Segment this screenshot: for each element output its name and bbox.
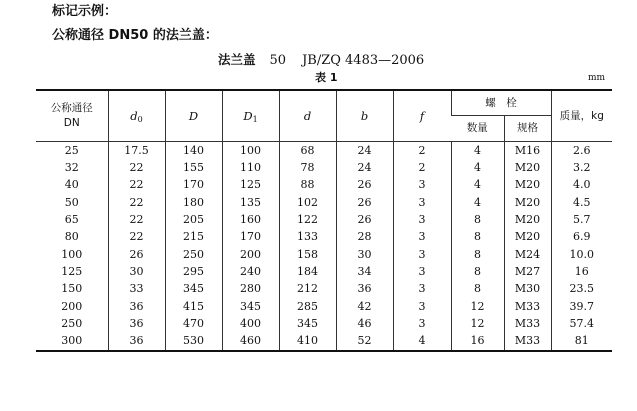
cell-d: 345 bbox=[279, 315, 336, 332]
cell-d: 68 bbox=[279, 142, 336, 160]
header-dn: 公称通径 DN bbox=[36, 90, 108, 142]
cell-dn: 250 bbox=[61, 317, 83, 331]
header-bolt-qty: 数量 bbox=[451, 116, 504, 142]
header-D1: D1 bbox=[222, 90, 279, 142]
cell-mass: 23.5 bbox=[551, 281, 612, 298]
cell-bolt-spec: M16 bbox=[504, 142, 551, 160]
cell-b: 46 bbox=[336, 315, 393, 332]
unit-label: mm bbox=[588, 73, 606, 83]
cell-mass: 3.2 bbox=[551, 159, 612, 176]
cell-f: 3 bbox=[393, 194, 451, 211]
header-b: b bbox=[336, 90, 393, 142]
table-row bbox=[36, 315, 612, 332]
table-row bbox=[36, 333, 612, 351]
cell-bolt-spec: M24 bbox=[504, 246, 551, 263]
table-caption: 表 1 bbox=[315, 71, 338, 84]
marking-name: 法兰盖 bbox=[218, 52, 256, 67]
cell-D1: 125 bbox=[222, 177, 279, 194]
cell-bolt-qty: 8 bbox=[451, 211, 504, 228]
cell-D1: 135 bbox=[222, 194, 279, 211]
cell-D1: 400 bbox=[222, 315, 279, 332]
cell-f: 2 bbox=[393, 159, 451, 176]
cell-d: 184 bbox=[279, 263, 336, 280]
cell-dn: 100 bbox=[61, 247, 83, 261]
table-row bbox=[36, 263, 612, 280]
cell-D: 295 bbox=[165, 263, 222, 280]
cell-mass: 39.7 bbox=[551, 298, 612, 315]
cell-d: 285 bbox=[279, 298, 336, 315]
cell-D1: 345 bbox=[222, 298, 279, 315]
cell-bolt-qty: 12 bbox=[451, 315, 504, 332]
cell-D: 345 bbox=[165, 281, 222, 298]
cell-bolt-qty: 12 bbox=[451, 298, 504, 315]
cell-bolt-spec: M27 bbox=[504, 263, 551, 280]
marking-example bbox=[218, 50, 424, 68]
cell-D: 170 bbox=[165, 177, 222, 194]
header-d: d bbox=[279, 90, 336, 142]
cell-d: 212 bbox=[279, 281, 336, 298]
cell-f: 3 bbox=[393, 298, 451, 315]
cell-D: 250 bbox=[165, 246, 222, 263]
cell-d0: 36 bbox=[108, 315, 165, 332]
cell-D1: 240 bbox=[222, 263, 279, 280]
cell-D: 530 bbox=[165, 333, 222, 351]
cell-bolt-qty: 8 bbox=[451, 281, 504, 298]
cell-d: 78 bbox=[279, 159, 336, 176]
cell-D: 470 bbox=[165, 315, 222, 332]
example-label: 标记示例： bbox=[52, 4, 118, 19]
cell-bolt-qty: 16 bbox=[451, 333, 504, 351]
cell-D1: 160 bbox=[222, 211, 279, 228]
cell-D: 140 bbox=[165, 142, 222, 160]
cell-d0: 22 bbox=[108, 159, 165, 176]
cell-d0: 22 bbox=[108, 229, 165, 246]
table-header bbox=[36, 90, 612, 142]
cell-d: 158 bbox=[279, 246, 336, 263]
cell-mass: 57.4 bbox=[551, 315, 612, 332]
cell-bolt-qty: 4 bbox=[451, 194, 504, 211]
table-row bbox=[36, 298, 612, 315]
cell-d: 133 bbox=[279, 229, 336, 246]
cell-b: 52 bbox=[336, 333, 393, 351]
cell-D1: 280 bbox=[222, 281, 279, 298]
header-f: f bbox=[393, 90, 451, 142]
header-bolt-group: 螺 栓 bbox=[451, 90, 551, 116]
cell-d0: 17.5 bbox=[108, 142, 165, 160]
cell-mass: 2.6 bbox=[551, 142, 612, 160]
cell-bolt-qty: 8 bbox=[451, 229, 504, 246]
table-row bbox=[36, 229, 612, 246]
table-row bbox=[36, 177, 612, 194]
marking-size: 50 bbox=[269, 53, 287, 68]
cell-dn: 200 bbox=[61, 299, 83, 313]
cell-f: 3 bbox=[393, 281, 451, 298]
cell-b: 24 bbox=[336, 159, 393, 176]
marking-standard: JB/ZQ 4483—2006 bbox=[302, 53, 425, 68]
header-D: D bbox=[165, 90, 222, 142]
cell-d0: 22 bbox=[108, 177, 165, 194]
cell-D: 415 bbox=[165, 298, 222, 315]
table-row bbox=[36, 281, 612, 298]
cell-mass: 81 bbox=[551, 333, 612, 351]
cell-d0: 26 bbox=[108, 246, 165, 263]
cell-d0: 36 bbox=[108, 298, 165, 315]
cell-bolt-qty: 4 bbox=[451, 142, 504, 160]
cell-d0: 30 bbox=[108, 263, 165, 280]
cell-d: 102 bbox=[279, 194, 336, 211]
cell-f: 4 bbox=[393, 333, 451, 351]
cell-f: 3 bbox=[393, 229, 451, 246]
cell-bolt-spec: M20 bbox=[504, 159, 551, 176]
table-row bbox=[36, 159, 612, 176]
cell-f: 3 bbox=[393, 263, 451, 280]
cell-bolt-qty: 8 bbox=[451, 263, 504, 280]
cell-D1: 100 bbox=[222, 142, 279, 160]
cell-b: 28 bbox=[336, 229, 393, 246]
cell-D: 215 bbox=[165, 229, 222, 246]
cell-bolt-qty: 8 bbox=[451, 246, 504, 263]
table-row bbox=[36, 194, 612, 211]
cell-D: 180 bbox=[165, 194, 222, 211]
cell-b: 26 bbox=[336, 194, 393, 211]
cell-dn: 40 bbox=[64, 178, 79, 192]
cell-f: 3 bbox=[393, 211, 451, 228]
cell-mass: 10.0 bbox=[551, 246, 612, 263]
cell-D1: 200 bbox=[222, 246, 279, 263]
header-d0: d0 bbox=[108, 90, 165, 142]
cell-d0: 33 bbox=[108, 281, 165, 298]
cell-b: 30 bbox=[336, 246, 393, 263]
cell-f: 3 bbox=[393, 177, 451, 194]
cell-b: 26 bbox=[336, 177, 393, 194]
cell-bolt-spec: M20 bbox=[504, 229, 551, 246]
cell-b: 34 bbox=[336, 263, 393, 280]
cell-bolt-spec: M20 bbox=[504, 211, 551, 228]
cell-dn: 65 bbox=[64, 213, 79, 227]
dimension-table bbox=[36, 89, 612, 352]
cell-mass: 5.7 bbox=[551, 211, 612, 228]
cell-D1: 110 bbox=[222, 159, 279, 176]
cell-bolt-spec: M20 bbox=[504, 177, 551, 194]
cell-mass: 6.9 bbox=[551, 229, 612, 246]
table-row bbox=[36, 246, 612, 263]
cell-D1: 170 bbox=[222, 229, 279, 246]
cell-d0: 22 bbox=[108, 211, 165, 228]
cell-d: 410 bbox=[279, 333, 336, 351]
table-body bbox=[36, 142, 612, 352]
cell-d: 88 bbox=[279, 177, 336, 194]
cell-d0: 36 bbox=[108, 333, 165, 351]
cell-f: 3 bbox=[393, 246, 451, 263]
example-description: 公称通径 DN50 的法兰盖： bbox=[52, 28, 218, 43]
cell-dn: 300 bbox=[61, 334, 83, 348]
cell-bolt-spec: M33 bbox=[504, 298, 551, 315]
cell-mass: 4.0 bbox=[551, 177, 612, 194]
cell-D: 205 bbox=[165, 211, 222, 228]
cell-bolt-spec: M33 bbox=[504, 315, 551, 332]
cell-d: 122 bbox=[279, 211, 336, 228]
cell-b: 42 bbox=[336, 298, 393, 315]
cell-dn: 150 bbox=[61, 282, 83, 296]
cell-dn: 50 bbox=[64, 195, 79, 209]
cell-b: 36 bbox=[336, 281, 393, 298]
cell-dn: 25 bbox=[64, 143, 79, 157]
cell-mass: 4.5 bbox=[551, 194, 612, 211]
cell-dn: 125 bbox=[61, 265, 83, 279]
cell-mass: 16 bbox=[551, 263, 612, 280]
cell-b: 24 bbox=[336, 142, 393, 160]
table-row bbox=[36, 142, 612, 160]
header-mass: 质量，kg bbox=[551, 90, 612, 142]
cell-dn: 80 bbox=[64, 230, 79, 244]
cell-bolt-qty: 4 bbox=[451, 159, 504, 176]
table-row bbox=[36, 211, 612, 228]
cell-dn: 32 bbox=[64, 161, 79, 175]
cell-f: 2 bbox=[393, 142, 451, 160]
cell-b: 26 bbox=[336, 211, 393, 228]
header-bolt-spec: 规格 bbox=[504, 116, 551, 142]
cell-D: 155 bbox=[165, 159, 222, 176]
cell-bolt-spec: M20 bbox=[504, 194, 551, 211]
cell-bolt-spec: M33 bbox=[504, 333, 551, 351]
cell-bolt-qty: 4 bbox=[451, 177, 504, 194]
cell-d0: 22 bbox=[108, 194, 165, 211]
cell-D1: 460 bbox=[222, 333, 279, 351]
cell-bolt-spec: M30 bbox=[504, 281, 551, 298]
cell-f: 3 bbox=[393, 315, 451, 332]
